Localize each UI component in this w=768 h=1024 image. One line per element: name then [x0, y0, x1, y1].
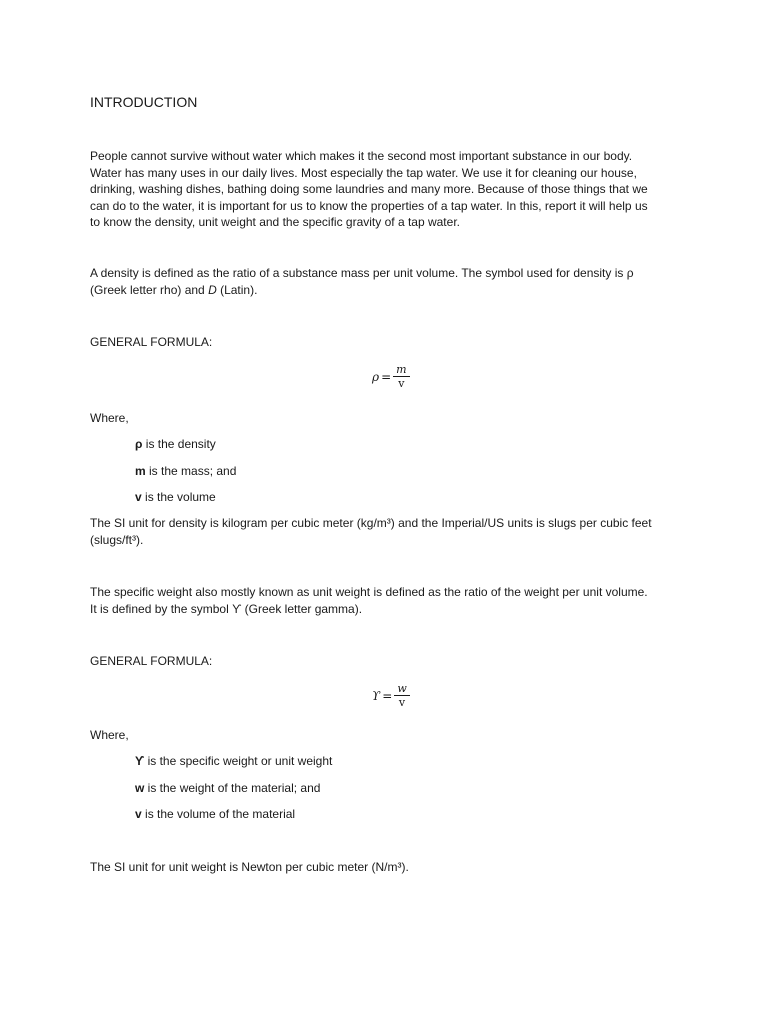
density-formula	[372, 364, 410, 390]
latin-symbol: D	[208, 282, 217, 297]
density-where-label: Where,	[90, 411, 129, 425]
intro-line: People cannot survive without water which makes it the second most important substance in our body.	[90, 149, 633, 163]
intro-line: can do to the water, it is important for us to know the properties of a tap water. In this, report it will help us	[90, 198, 648, 213]
variable-symbol: ρ	[135, 437, 143, 451]
variable-description: is the specific weight or unit weight	[144, 754, 333, 768]
density-definition-text: (Greek letter rho) and	[90, 282, 209, 297]
variable-description: is the volume of the material	[141, 807, 296, 821]
density-si-unit-line: (slugs/ft³).	[90, 532, 144, 547]
unit-weight-definition-line: It is defined by the symbol ϒ (Greek letter gamma).	[90, 601, 363, 616]
intro-line: Water has many uses in our daily lives. Most especially the tap water. We use it for cleaning our house,	[90, 165, 637, 180]
variable-symbol: ϒ	[135, 754, 145, 768]
intro-line: to know the density, unit weight and the specific gravity of a tap water.	[90, 215, 460, 229]
variable-symbol: m	[135, 464, 146, 478]
unit-weight-variable-item	[135, 753, 332, 770]
variable-description: is the weight of the material; and	[144, 781, 321, 795]
formula-fraction	[393, 364, 409, 390]
unit-weight-formula-label: GENERAL FORMULA:	[90, 654, 213, 668]
density-variable-item	[135, 489, 216, 506]
variable-description: is the mass; and	[145, 464, 237, 478]
density-formula-label: GENERAL FORMULA:	[90, 335, 213, 349]
unit-weight-where-label: Where,	[90, 728, 129, 742]
formula-denominator: v	[398, 696, 406, 709]
page-title: INTRODUCTION	[90, 94, 198, 110]
unit-weight-si-unit: The SI unit for unit weight is Newton per cubic meter (N/m³).	[90, 860, 409, 874]
variable-symbol: w	[135, 781, 145, 795]
density-variable-item	[135, 463, 236, 480]
formula-fraction	[394, 683, 409, 709]
density-definition-line: A density is defined as the ratio of a substance mass per unit volume. The symbol used for density is ρ	[90, 266, 634, 280]
variable-symbol: v	[135, 490, 142, 504]
formula-lhs: ρ	[372, 369, 380, 384]
variable-symbol: v	[135, 807, 142, 821]
density-definition-text: (Latin).	[216, 282, 258, 297]
formula-numerator: m	[393, 364, 409, 377]
variable-description: is the density	[142, 437, 216, 451]
intro-paragraph	[90, 148, 685, 231]
formula-lhs: ϒ	[372, 688, 381, 703]
formula-equals: =	[382, 688, 393, 703]
variable-description: is the volume	[141, 490, 216, 504]
unit-weight-variable-item	[135, 806, 295, 823]
density-definition	[90, 265, 685, 298]
formula-equals: =	[381, 369, 392, 384]
formula-denominator: v	[398, 377, 405, 390]
unit-weight-definition-line: The specific weight also mostly known as unit weight is defined as the ratio of the weight per unit volume.	[90, 585, 648, 599]
formula-numerator: w	[394, 683, 409, 696]
unit-weight-variable-item	[135, 780, 320, 797]
intro-line: drinking, washing dishes, bathing doing some laundries and many more. Because of those things that we	[90, 182, 648, 196]
density-si-unit-line: The SI unit for density is kilogram per cubic meter (kg/m³) and the Imperial/US units is slugs per cubic feet	[90, 516, 652, 530]
density-variable-item	[135, 436, 216, 453]
density-definition-line	[90, 282, 685, 299]
unit-weight-formula	[372, 683, 410, 709]
density-si-unit	[90, 515, 685, 548]
unit-weight-definition	[90, 584, 685, 617]
